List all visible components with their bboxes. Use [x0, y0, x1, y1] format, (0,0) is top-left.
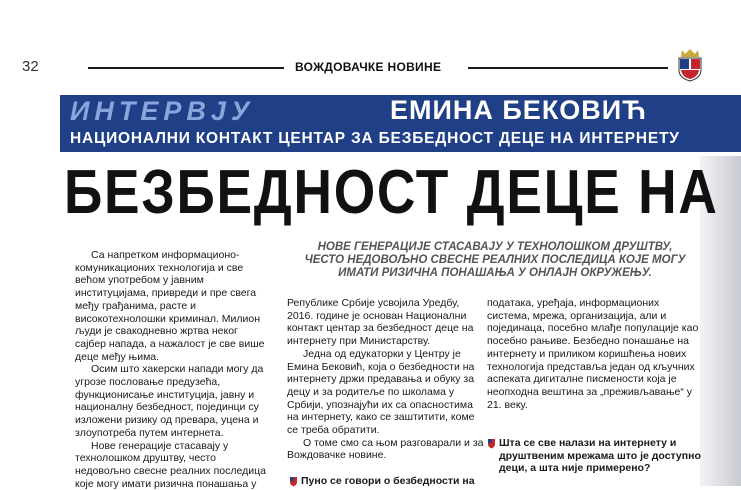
question-text: Пуно се говори о безбедности на — [301, 475, 475, 487]
publication-title: ВОЖДОВАЧКЕ НОВИНЕ — [295, 60, 442, 74]
question-2 — [487, 437, 702, 475]
text-column-3 — [487, 297, 702, 411]
crest-bullet-icon — [289, 476, 298, 487]
paragraph: Осим што хакерски напади могу да угрозе пословање предузећа, функционисање институција, јавну и националну безбедност, појединци су изложени ризику од превара, уцена и злоупотреба путем интернета. — [75, 363, 264, 439]
page-number: 32 — [22, 58, 39, 75]
lead-line: ЧЕСТО НЕДОВОЉНО СВЕСНЕ РЕАЛНИХ ПОСЛЕДИЦА КОЈЕ МОГУ — [304, 254, 686, 266]
paragraph: Нове генерације стасавају у технолошком друштву, често недовољно свесне реалних последица које могу имати ризична понашања у — [75, 439, 266, 490]
paragraph: података, уређаја, информационих система, мрежа, организација, али и појединаца, посебно млађе популације као посебно рањиве. Безбедно понашање на интернету и приликом коришћења нових технологија представља један од кључних аспеката дигиталне писмености која је неопходна вештина за „преживљавање“ у 21. веку. — [487, 297, 699, 411]
lead-line: ИМАТИ РИЗИЧНА ПОНАШАЊА У ОНЛАЈН ОКРУЖЕЊУ. — [338, 267, 652, 279]
paragraph: Републике Србије усвојила Уредбу, 2016. године је основан Национални контакт центар за безбедност деце на интернету при Министарству. — [287, 297, 474, 348]
coat-of-arms-icon — [676, 48, 704, 82]
text-column-2 — [287, 297, 484, 462]
article-headline: БЕЗБЕДНОСТ ДЕЦЕ НА — [64, 158, 719, 227]
paragraph: Једна од едукаторки у Центру је Емина Бековић, која о безбедности на интернету држи предавања и обуку за децу и за родитеље по школама у Србији, упознајући их са опасностима на интернету, како се заштитити, коме се треба обратити. — [287, 347, 475, 437]
paragraph: О томе смо са њом разговарали и за Вождовачке новине. — [287, 436, 484, 462]
banner-kicker: ИНТЕРВЈУ — [70, 96, 255, 126]
banner-subtitle: НАЦИОНАЛНИ КОНТАКТ ЦЕНТАР ЗА БЕЗБЕДНОСТ ДЕЦЕ НА ИНТЕРНЕТУ — [70, 130, 680, 147]
lead-line: НОВЕ ГЕНЕРАЦИЈЕ СТАСАВАЈУ У ТЕХНОЛОШКОМ ДРУШТВУ, — [317, 241, 673, 253]
crest-bullet-icon — [487, 438, 496, 449]
interviewee-name: ЕМИНА БЕКОВИЋ — [390, 95, 647, 125]
article-lead — [286, 241, 704, 280]
text-column-1 — [75, 249, 269, 490]
header-rule-left — [88, 67, 284, 69]
paragraph: Са напретком информационо-комуникационих технологија и све већом употребом у јавним институцијама, привреди и пре свега међу грађанима, расте и високотехнолошки криминал. Милион људи је свакодневно жртва неког сајбер напада, а нажалост је све више деце међу њима. — [75, 249, 265, 363]
header-rule-right — [468, 67, 668, 69]
question-text: Шта се све налази на интернету и друштвеним мрежама што је доступно деци, а шта није примерено? — [499, 437, 701, 475]
